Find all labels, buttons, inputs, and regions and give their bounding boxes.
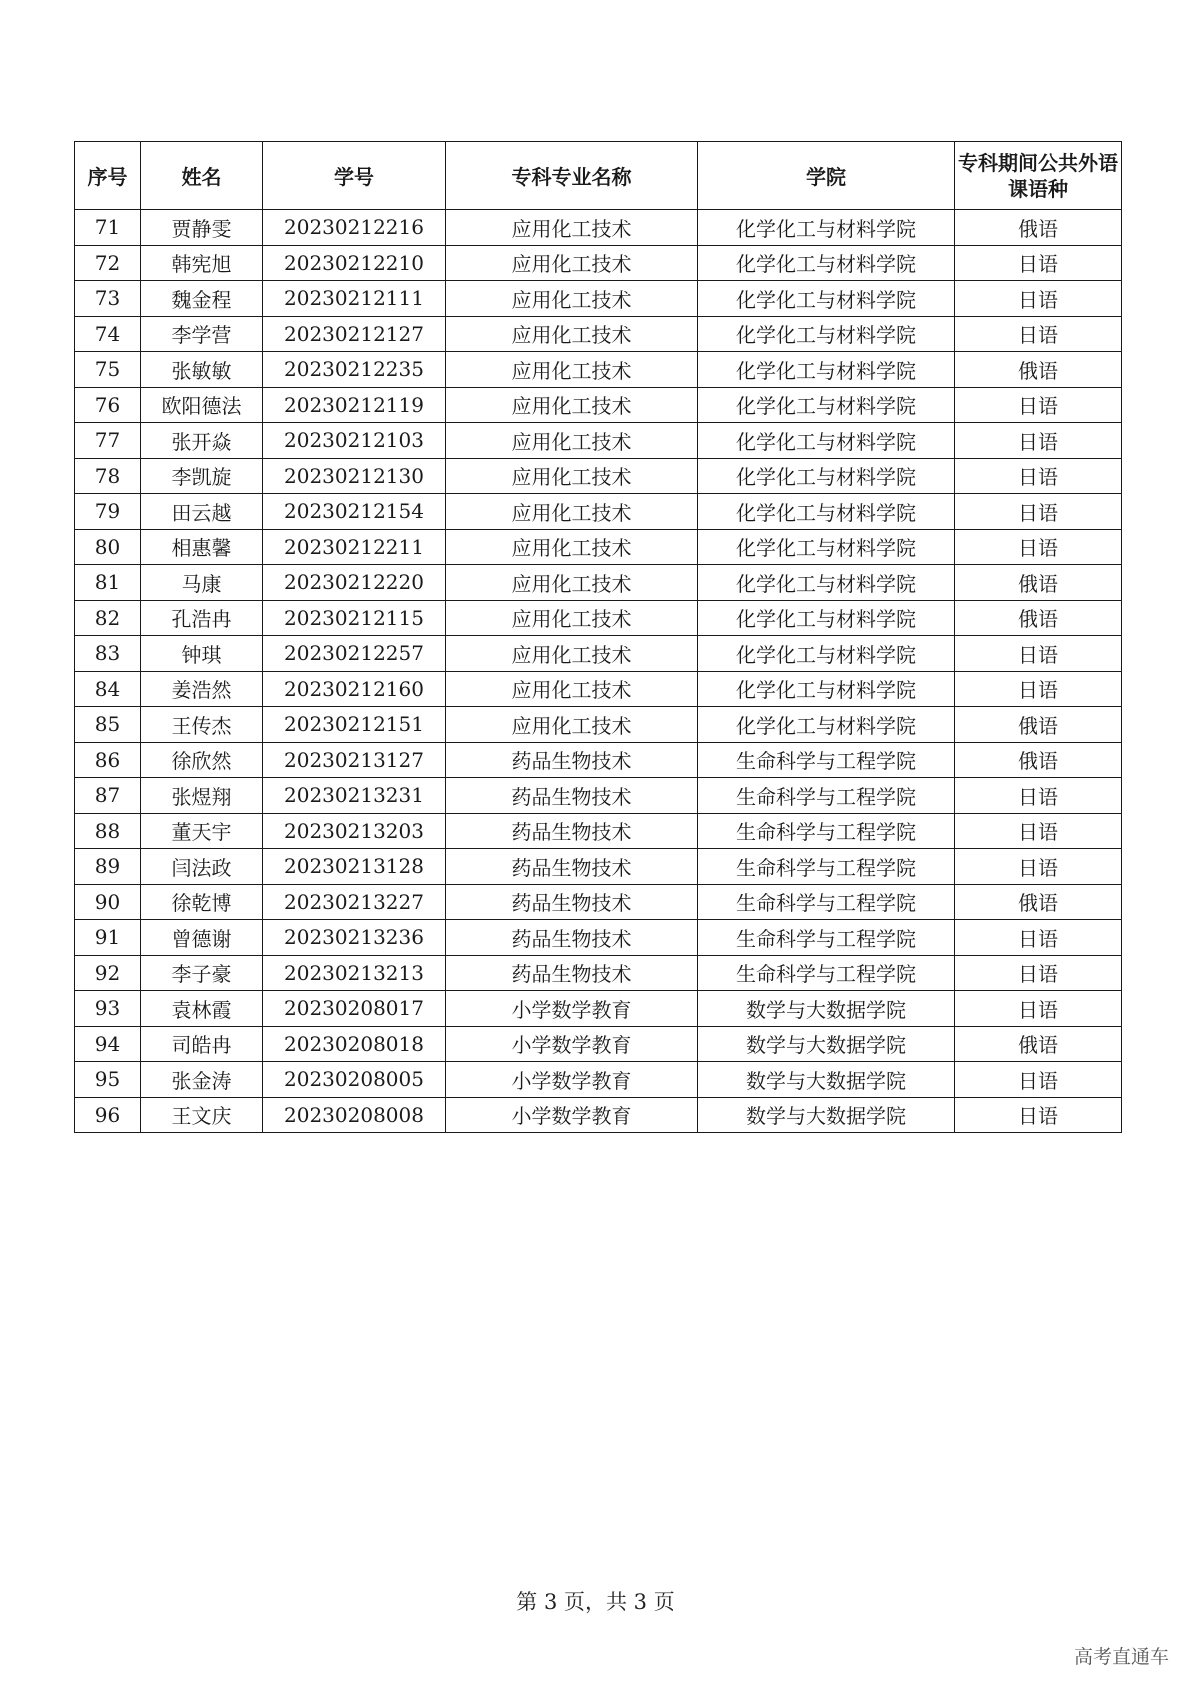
cell-college: 化学化工与材料学院 xyxy=(698,352,955,388)
cell-college: 化学化工与材料学院 xyxy=(698,600,955,636)
cell-foreign-language: 俄语 xyxy=(955,707,1122,743)
cell-major: 应用化工技术 xyxy=(446,565,698,601)
cell-foreign-language: 日语 xyxy=(955,813,1122,849)
table-row xyxy=(75,281,1122,317)
cell-index: 76 xyxy=(75,387,141,423)
cell-name: 贾静雯 xyxy=(141,210,263,246)
cell-major: 应用化工技术 xyxy=(446,458,698,494)
cell-major: 应用化工技术 xyxy=(446,210,698,246)
cell-college: 生命科学与工程学院 xyxy=(698,778,955,814)
cell-name: 张开焱 xyxy=(141,423,263,459)
cell-index: 84 xyxy=(75,671,141,707)
cell-college: 化学化工与材料学院 xyxy=(698,494,955,530)
cell-index: 95 xyxy=(75,1062,141,1098)
cell-student-id: 20230212119 xyxy=(263,387,446,423)
table-row xyxy=(75,707,1122,743)
cell-student-id: 20230212257 xyxy=(263,636,446,672)
cell-student-id: 20230213127 xyxy=(263,742,446,778)
cell-major: 应用化工技术 xyxy=(446,423,698,459)
cell-major: 应用化工技术 xyxy=(446,600,698,636)
cell-name: 孔浩冉 xyxy=(141,600,263,636)
cell-student-id: 20230212103 xyxy=(263,423,446,459)
cell-college: 数学与大数据学院 xyxy=(698,1097,955,1133)
cell-college: 化学化工与材料学院 xyxy=(698,529,955,565)
cell-college: 化学化工与材料学院 xyxy=(698,636,955,672)
cell-name: 相惠馨 xyxy=(141,529,263,565)
cell-foreign-language: 日语 xyxy=(955,991,1122,1027)
cell-name: 张煜翔 xyxy=(141,778,263,814)
table-row xyxy=(75,991,1122,1027)
cell-major: 应用化工技术 xyxy=(446,387,698,423)
cell-foreign-language: 俄语 xyxy=(955,600,1122,636)
table-row xyxy=(75,565,1122,601)
table-row xyxy=(75,529,1122,565)
table-row xyxy=(75,387,1122,423)
cell-student-id: 20230212216 xyxy=(263,210,446,246)
cell-name: 欧阳德法 xyxy=(141,387,263,423)
table-row xyxy=(75,210,1122,246)
table-row xyxy=(75,955,1122,991)
cell-college: 化学化工与材料学院 xyxy=(698,245,955,281)
cell-index: 94 xyxy=(75,1026,141,1062)
cell-foreign-language: 俄语 xyxy=(955,884,1122,920)
cell-foreign-language: 日语 xyxy=(955,245,1122,281)
cell-student-id: 20230212160 xyxy=(263,671,446,707)
cell-foreign-language: 日语 xyxy=(955,423,1122,459)
cell-college: 化学化工与材料学院 xyxy=(698,316,955,352)
table-row xyxy=(75,849,1122,885)
cell-student-id: 20230212130 xyxy=(263,458,446,494)
cell-foreign-language: 日语 xyxy=(955,529,1122,565)
cell-major: 药品生物技术 xyxy=(446,884,698,920)
cell-student-id: 20230212115 xyxy=(263,600,446,636)
cell-foreign-language: 日语 xyxy=(955,1062,1122,1098)
cell-foreign-language: 日语 xyxy=(955,458,1122,494)
cell-student-id: 20230213227 xyxy=(263,884,446,920)
cell-index: 92 xyxy=(75,955,141,991)
cell-name: 曾德谢 xyxy=(141,920,263,956)
table-row xyxy=(75,494,1122,530)
cell-foreign-language: 日语 xyxy=(955,636,1122,672)
cell-college: 生命科学与工程学院 xyxy=(698,955,955,991)
cell-student-id: 20230208008 xyxy=(263,1097,446,1133)
header-college: 学院 xyxy=(698,142,955,210)
cell-name: 董天宇 xyxy=(141,813,263,849)
cell-student-id: 20230208005 xyxy=(263,1062,446,1098)
cell-index: 96 xyxy=(75,1097,141,1133)
cell-name: 李凯旋 xyxy=(141,458,263,494)
table-row xyxy=(75,671,1122,707)
cell-college: 化学化工与材料学院 xyxy=(698,707,955,743)
cell-college: 数学与大数据学院 xyxy=(698,1026,955,1062)
cell-foreign-language: 俄语 xyxy=(955,565,1122,601)
cell-index: 71 xyxy=(75,210,141,246)
cell-major: 应用化工技术 xyxy=(446,281,698,317)
cell-student-id: 20230212154 xyxy=(263,494,446,530)
table-row xyxy=(75,884,1122,920)
cell-major: 小学数学教育 xyxy=(446,991,698,1027)
table-row xyxy=(75,458,1122,494)
cell-foreign-language: 俄语 xyxy=(955,352,1122,388)
cell-student-id: 20230212211 xyxy=(263,529,446,565)
table-row xyxy=(75,778,1122,814)
cell-name: 田云越 xyxy=(141,494,263,530)
table-row xyxy=(75,316,1122,352)
cell-name: 李子豪 xyxy=(141,955,263,991)
cell-major: 应用化工技术 xyxy=(446,494,698,530)
table-row xyxy=(75,600,1122,636)
cell-name: 姜浩然 xyxy=(141,671,263,707)
cell-foreign-language: 日语 xyxy=(955,671,1122,707)
cell-student-id: 20230213231 xyxy=(263,778,446,814)
cell-name: 韩宪旭 xyxy=(141,245,263,281)
cell-college: 生命科学与工程学院 xyxy=(698,813,955,849)
cell-college: 数学与大数据学院 xyxy=(698,1062,955,1098)
cell-major: 应用化工技术 xyxy=(446,707,698,743)
table-body xyxy=(75,210,1122,1133)
table-row xyxy=(75,1026,1122,1062)
table-row xyxy=(75,423,1122,459)
cell-index: 81 xyxy=(75,565,141,601)
header-name: 姓名 xyxy=(141,142,263,210)
table-row xyxy=(75,245,1122,281)
cell-college: 化学化工与材料学院 xyxy=(698,387,955,423)
cell-student-id: 20230213213 xyxy=(263,955,446,991)
cell-name: 钟琪 xyxy=(141,636,263,672)
cell-name: 张金涛 xyxy=(141,1062,263,1098)
watermark-text: 高考直通车 xyxy=(1073,1646,1169,1668)
cell-student-id: 20230212111 xyxy=(263,281,446,317)
cell-college: 化学化工与材料学院 xyxy=(698,423,955,459)
cell-college: 化学化工与材料学院 xyxy=(698,458,955,494)
table-row xyxy=(75,1097,1122,1133)
table-row xyxy=(75,636,1122,672)
cell-name: 徐欣然 xyxy=(141,742,263,778)
cell-index: 93 xyxy=(75,991,141,1027)
header-major: 专科专业名称 xyxy=(446,142,698,210)
cell-index: 88 xyxy=(75,813,141,849)
cell-name: 闫法政 xyxy=(141,849,263,885)
cell-foreign-language: 日语 xyxy=(955,387,1122,423)
cell-major: 应用化工技术 xyxy=(446,671,698,707)
cell-major: 应用化工技术 xyxy=(446,529,698,565)
cell-name: 袁林霞 xyxy=(141,991,263,1027)
cell-college: 生命科学与工程学院 xyxy=(698,849,955,885)
cell-foreign-language: 日语 xyxy=(955,920,1122,956)
cell-index: 77 xyxy=(75,423,141,459)
cell-major: 小学数学教育 xyxy=(446,1097,698,1133)
cell-foreign-language: 俄语 xyxy=(955,742,1122,778)
cell-index: 73 xyxy=(75,281,141,317)
table-row xyxy=(75,1062,1122,1098)
cell-index: 79 xyxy=(75,494,141,530)
cell-major: 药品生物技术 xyxy=(446,778,698,814)
cell-index: 89 xyxy=(75,849,141,885)
cell-foreign-language: 日语 xyxy=(955,955,1122,991)
student-list-table xyxy=(74,141,1122,1133)
table-header-row xyxy=(75,142,1122,210)
cell-index: 91 xyxy=(75,920,141,956)
cell-major: 药品生物技术 xyxy=(446,849,698,885)
cell-index: 72 xyxy=(75,245,141,281)
table-row xyxy=(75,742,1122,778)
cell-student-id: 20230213236 xyxy=(263,920,446,956)
header-foreign-language: 专科期间公共外语课语种 xyxy=(955,142,1122,210)
table-row xyxy=(75,813,1122,849)
cell-college: 数学与大数据学院 xyxy=(698,991,955,1027)
cell-college: 化学化工与材料学院 xyxy=(698,671,955,707)
cell-index: 85 xyxy=(75,707,141,743)
page-number: 第 3 页，共 3 页 xyxy=(516,1590,675,1614)
cell-college: 化学化工与材料学院 xyxy=(698,210,955,246)
cell-name: 李学营 xyxy=(141,316,263,352)
cell-student-id: 20230212235 xyxy=(263,352,446,388)
cell-major: 小学数学教育 xyxy=(446,1026,698,1062)
cell-index: 75 xyxy=(75,352,141,388)
cell-student-id: 20230208018 xyxy=(263,1026,446,1062)
cell-student-id: 20230212220 xyxy=(263,565,446,601)
cell-foreign-language: 日语 xyxy=(955,1097,1122,1133)
cell-name: 魏金程 xyxy=(141,281,263,317)
cell-major: 药品生物技术 xyxy=(446,955,698,991)
cell-index: 74 xyxy=(75,316,141,352)
cell-index: 83 xyxy=(75,636,141,672)
cell-major: 应用化工技术 xyxy=(446,245,698,281)
cell-major: 应用化工技术 xyxy=(446,636,698,672)
cell-index: 90 xyxy=(75,884,141,920)
cell-foreign-language: 日语 xyxy=(955,316,1122,352)
cell-name: 王文庆 xyxy=(141,1097,263,1133)
header-index: 序号 xyxy=(75,142,141,210)
cell-major: 药品生物技术 xyxy=(446,742,698,778)
cell-major: 应用化工技术 xyxy=(446,352,698,388)
cell-college: 生命科学与工程学院 xyxy=(698,884,955,920)
cell-student-id: 20230208017 xyxy=(263,991,446,1027)
cell-foreign-language: 俄语 xyxy=(955,1026,1122,1062)
cell-major: 药品生物技术 xyxy=(446,813,698,849)
cell-major: 应用化工技术 xyxy=(446,316,698,352)
cell-index: 78 xyxy=(75,458,141,494)
cell-major: 小学数学教育 xyxy=(446,1062,698,1098)
table-row xyxy=(75,920,1122,956)
cell-student-id: 20230213203 xyxy=(263,813,446,849)
cell-foreign-language: 日语 xyxy=(955,494,1122,530)
header-student-id: 学号 xyxy=(263,142,446,210)
cell-name: 马康 xyxy=(141,565,263,601)
cell-name: 徐乾博 xyxy=(141,884,263,920)
cell-name: 司皓冉 xyxy=(141,1026,263,1062)
cell-student-id: 20230213128 xyxy=(263,849,446,885)
cell-foreign-language: 日语 xyxy=(955,849,1122,885)
cell-foreign-language: 俄语 xyxy=(955,210,1122,246)
cell-index: 87 xyxy=(75,778,141,814)
cell-college: 化学化工与材料学院 xyxy=(698,565,955,601)
cell-index: 82 xyxy=(75,600,141,636)
cell-index: 86 xyxy=(75,742,141,778)
cell-foreign-language: 日语 xyxy=(955,281,1122,317)
cell-index: 80 xyxy=(75,529,141,565)
cell-student-id: 20230212127 xyxy=(263,316,446,352)
cell-student-id: 20230212151 xyxy=(263,707,446,743)
student-list-table-container xyxy=(74,141,1121,1133)
cell-college: 生命科学与工程学院 xyxy=(698,920,955,956)
cell-college: 化学化工与材料学院 xyxy=(698,281,955,317)
cell-college: 生命科学与工程学院 xyxy=(698,742,955,778)
table-row xyxy=(75,352,1122,388)
cell-student-id: 20230212210 xyxy=(263,245,446,281)
cell-major: 药品生物技术 xyxy=(446,920,698,956)
cell-name: 王传杰 xyxy=(141,707,263,743)
cell-foreign-language: 日语 xyxy=(955,778,1122,814)
cell-name: 张敏敏 xyxy=(141,352,263,388)
